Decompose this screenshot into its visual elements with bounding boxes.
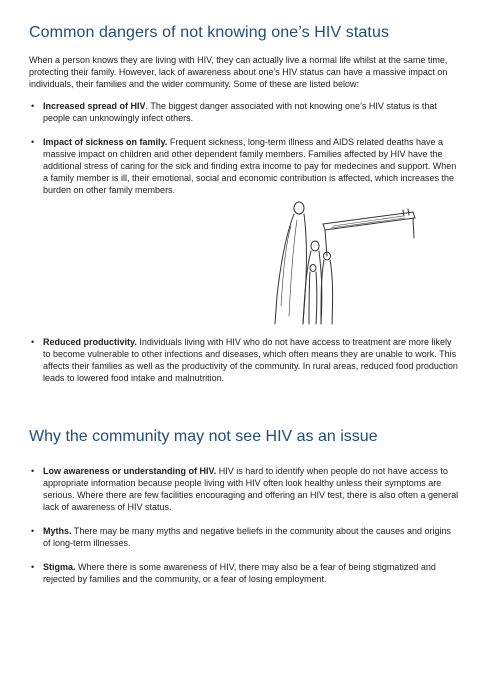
intro-paragraph: When a person knows they are living with HIV, they can actually live a normal life whilst at the same time, protecting their family. However, lack of awareness about one’s HIV status can have a massive impact on individuals, their families and the wider community. Some of these are listed below: xyxy=(29,55,448,89)
list-item-term: Impact of sickness on family. xyxy=(43,137,168,147)
bullet-icon: • xyxy=(31,101,35,111)
bullet-icon: • xyxy=(31,337,35,347)
list-item-term: Myths. xyxy=(43,526,72,536)
list-item-term: Reduced productivity. xyxy=(43,337,137,347)
list-item-text: HIV is hard to identify when people do not have access to appropriate information because people living with HIV often look healthy unless their symptoms are serious. Where there are few facilities encouraging and offering an HIV test, there is also often a general lack of awareness of HIV status. xyxy=(43,466,459,512)
list-item-term: Low awareness or understanding of HIV. xyxy=(43,466,217,476)
list-item-term: Increased spread of HIV xyxy=(43,101,146,111)
family-sketch-illustration xyxy=(263,196,433,326)
list-item-term: Stigma. xyxy=(43,562,76,572)
bullet-icon: • xyxy=(31,526,35,536)
bullet-icon: • xyxy=(31,562,35,572)
list-item xyxy=(29,525,459,549)
list-item xyxy=(29,561,459,585)
bullet-icon: • xyxy=(31,137,35,147)
section-title-dangers: Common dangers of not knowing one’s HIV status xyxy=(29,24,390,41)
list-item xyxy=(29,136,459,196)
list-item xyxy=(29,336,459,384)
list-item-text: Where there is some awareness of HIV, there may also be a fear of being stigmatized and rejected by families and the community, or a fear of losing employment. xyxy=(43,562,436,584)
list-item-text: There may be many myths and negative beliefs in the community about the causes and origins of long-term illnesses. xyxy=(43,526,452,548)
list-item xyxy=(29,100,459,124)
section-title-community: Why the community may not see HIV as an issue xyxy=(29,428,378,445)
list-item-text: . The biggest danger associated with not knowing one’s HIV status is that people can unknowingly infect others. xyxy=(43,101,437,123)
list-item xyxy=(29,465,459,513)
list-item-text: Individuals living with HIV who do not have access to treatment are more likely to become vulnerable to other infections and diseases, which often means they are unable to work. This affects their families as well as the productivity of the community. In rural areas, reduced food production leads to lowered food intake and malnutrition. xyxy=(43,337,458,383)
list-item-text: Frequent sickness, long-term illness and AIDS related deaths have a massive impact on children and other dependent family members. Families affected by HIV have the additional stress of caring for the sick and finding extra income to pay for medecines and support. When a family member is ill, their emotional, social and economic contribution is affected, which increases the burden on other family members. xyxy=(43,137,457,195)
bullet-icon: • xyxy=(31,466,35,476)
